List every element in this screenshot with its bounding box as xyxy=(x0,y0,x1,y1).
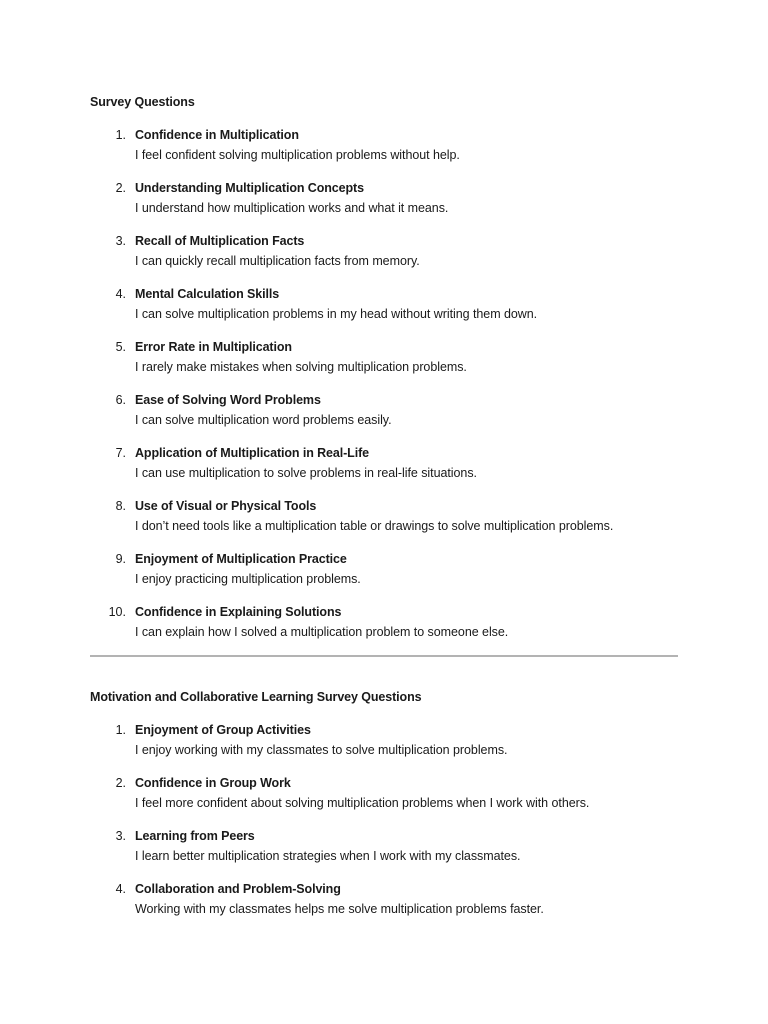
item-text: I enjoy working with my classmates to solve multiplication problems. xyxy=(135,743,508,757)
list-item xyxy=(90,605,690,658)
list-item xyxy=(90,552,690,605)
item-title: Mental Calculation Skills xyxy=(135,287,280,301)
section-divider xyxy=(90,655,678,657)
item-text: I can solve multiplication word problems easily. xyxy=(135,413,392,427)
item-text: I rarely make mistakes when solving multiplication problems. xyxy=(135,360,467,374)
item-text: I can explain how I solved a multiplication problem to someone else. xyxy=(135,625,509,639)
item-text: I can use multiplication to solve problems in real-life situations. xyxy=(135,466,477,480)
item-text: I feel confident solving multiplication problems without help. xyxy=(135,148,460,162)
list-item xyxy=(90,829,690,882)
item-title: Enjoyment of Multiplication Practice xyxy=(135,552,347,566)
list-item xyxy=(90,723,690,776)
item-number: 3. xyxy=(115,234,126,248)
item-number: 10. xyxy=(108,605,126,619)
section-title-motivation-collaborative: Motivation and Collaborative Learning Survey Questions xyxy=(90,690,422,704)
item-title: Understanding Multiplication Concepts xyxy=(135,181,364,195)
item-text: I don’t need tools like a multiplication table or drawings to solve multiplication problems. xyxy=(135,519,614,533)
item-title: Ease of Solving Word Problems xyxy=(135,393,321,407)
item-number: 2. xyxy=(115,776,126,790)
motivation-questions-list xyxy=(90,723,690,935)
item-number: 3. xyxy=(115,829,126,843)
item-number: 8. xyxy=(115,499,126,513)
item-title: Error Rate in Multiplication xyxy=(135,340,292,354)
list-item xyxy=(90,181,690,234)
item-title: Use of Visual or Physical Tools xyxy=(135,499,317,513)
item-number: 9. xyxy=(115,552,126,566)
item-text: I enjoy practicing multiplication problems. xyxy=(135,572,361,586)
list-item xyxy=(90,128,690,181)
item-title: Application of Multiplication in Real-Life xyxy=(135,446,369,460)
list-item xyxy=(90,882,690,935)
item-number: 1. xyxy=(115,128,126,142)
item-number: 5. xyxy=(115,340,126,354)
list-item xyxy=(90,234,690,287)
item-text: I can quickly recall multiplication facts from memory. xyxy=(135,254,420,268)
survey-questions-list xyxy=(90,128,690,658)
item-text: I can solve multiplication problems in my head without writing them down. xyxy=(135,307,538,321)
item-number: 4. xyxy=(115,882,126,896)
item-title: Confidence in Multiplication xyxy=(135,128,299,142)
list-item xyxy=(90,776,690,829)
item-title: Learning from Peers xyxy=(135,829,255,843)
item-number: 7. xyxy=(115,446,126,460)
item-title: Recall of Multiplication Facts xyxy=(135,234,305,248)
item-title: Collaboration and Problem-Solving xyxy=(135,882,341,896)
list-item xyxy=(90,393,690,446)
section-title-survey-questions: Survey Questions xyxy=(90,95,195,109)
list-item xyxy=(90,340,690,393)
list-item xyxy=(90,499,690,552)
item-title: Confidence in Explaining Solutions xyxy=(135,605,342,619)
item-text: Working with my classmates helps me solve multiplication problems faster. xyxy=(135,902,544,916)
item-title: Enjoyment of Group Activities xyxy=(135,723,311,737)
item-number: 2. xyxy=(115,181,126,195)
item-text: I learn better multiplication strategies when I work with my classmates. xyxy=(135,849,521,863)
item-number: 4. xyxy=(115,287,126,301)
list-item xyxy=(90,287,690,340)
list-item xyxy=(90,446,690,499)
item-number: 1. xyxy=(115,723,126,737)
item-number: 6. xyxy=(115,393,126,407)
item-text: I feel more confident about solving multiplication problems when I work with others. xyxy=(135,796,590,810)
item-text: I understand how multiplication works and what it means. xyxy=(135,201,449,215)
item-title: Confidence in Group Work xyxy=(135,776,291,790)
